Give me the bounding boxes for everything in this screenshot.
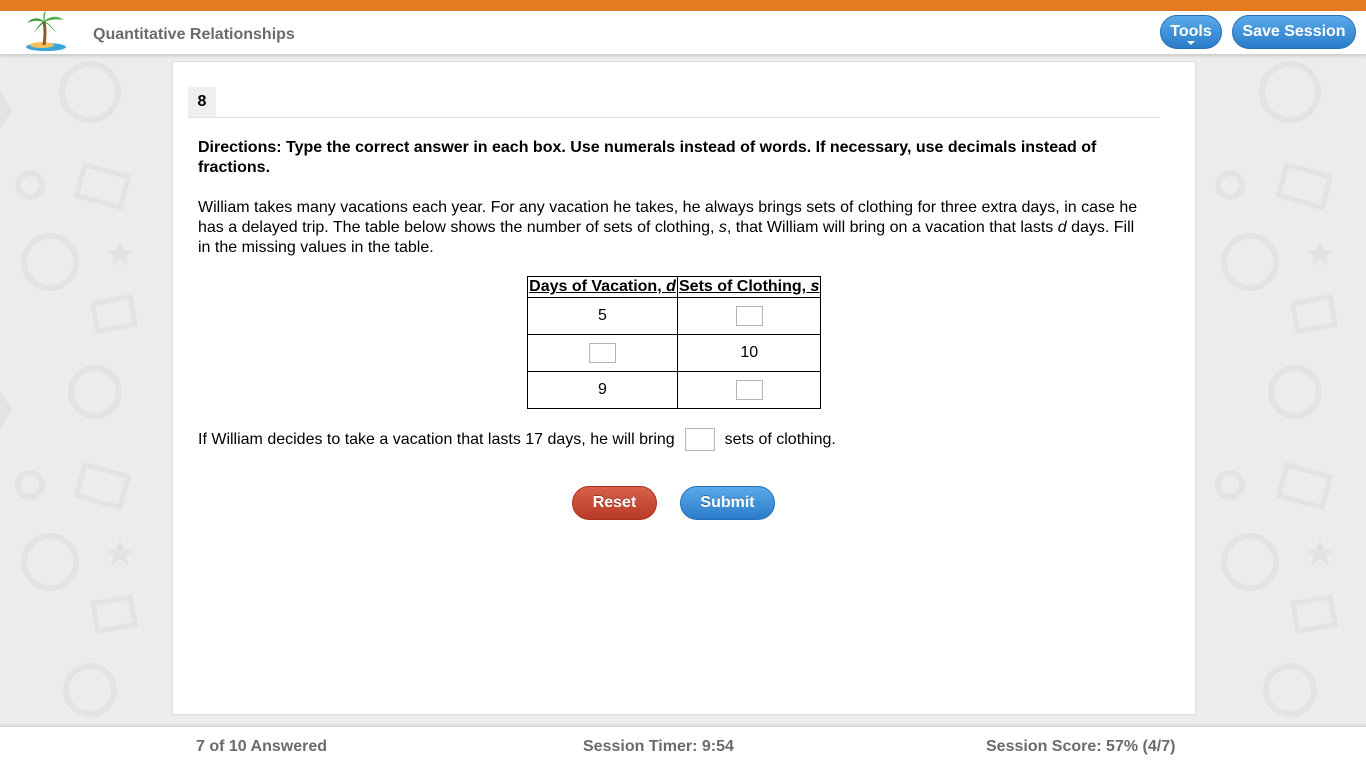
tools-button-label: Tools (1170, 23, 1212, 40)
session-timer: Session Timer: 9:54 (583, 738, 734, 755)
submit-button[interactable]: Submit (680, 486, 775, 520)
followup-text-before: If William decides to take a vacation that lasts 17 days, he will bring (198, 431, 675, 448)
table-row (528, 335, 821, 372)
days-cell (528, 335, 678, 372)
answer-box-sets-row1[interactable] (736, 306, 763, 326)
question-number: 8 (188, 87, 216, 117)
session-score: Session Score: 57% (4/7) (986, 738, 1176, 755)
app-title: Quantitative Relationships (93, 26, 295, 43)
directions-text: Directions: Type the correct answer in each box. Use numerals instead of words. If necessary, use decimals instead of fractions. (198, 139, 1097, 176)
days-cell: 9 (528, 372, 678, 409)
answer-box-sets-row3[interactable] (736, 380, 763, 400)
header-sets-of-clothing: Sets of Clothing, s (678, 277, 821, 298)
problem-text-part2: , that William will bring on a vacation that lasts (726, 219, 1058, 236)
top-accent-bar (0, 0, 1366, 11)
followup-text-after: sets of clothing. (724, 431, 836, 448)
days-cell: 5 (528, 298, 678, 335)
tools-button[interactable] (1160, 15, 1222, 49)
table-header-row (528, 277, 821, 298)
answered-count: 7 of 10 Answered (196, 738, 328, 755)
question-card (172, 61, 1196, 715)
sets-cell: 10 (678, 335, 821, 372)
sets-cell (678, 372, 821, 409)
variable-s: s (718, 219, 727, 236)
answer-box-17-days[interactable] (685, 428, 715, 451)
table-row (528, 298, 821, 335)
divider (188, 117, 1160, 118)
header-bar (0, 11, 1366, 55)
answer-box-days-row2[interactable] (589, 343, 616, 363)
footer-status-bar (0, 726, 1366, 769)
vacation-table (527, 276, 821, 409)
variable-d: d (1057, 219, 1067, 236)
caret-down-icon (1187, 41, 1195, 45)
problem-text-part1: William takes many vacations each year. For any vacation he takes, he always brings sets of clothing for three extra days, in case he has a delayed trip. The table below shows the number of sets of clothing, (198, 199, 1138, 236)
reset-button[interactable]: Reset (572, 486, 657, 520)
palm-tree-island-icon (24, 11, 68, 53)
table-row (528, 372, 821, 409)
header-days-of-vacation: Days of Vacation, d (528, 277, 678, 298)
save-session-button[interactable]: Save Session (1232, 15, 1356, 49)
problem-text-part3: days. Fill in the missing values in the table. (198, 219, 1135, 256)
sets-cell (678, 298, 821, 335)
followup-sentence (198, 428, 836, 452)
problem-text (198, 198, 1138, 258)
